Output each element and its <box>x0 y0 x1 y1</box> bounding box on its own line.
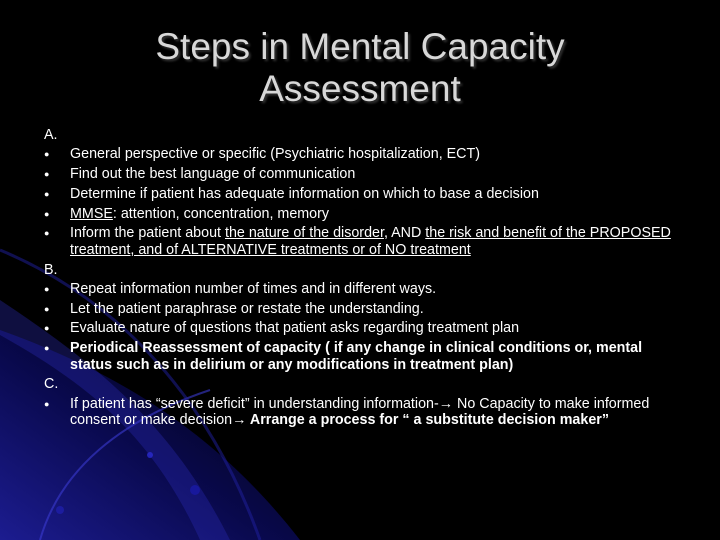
section-c-list <box>44 396 680 429</box>
list-item <box>44 301 680 317</box>
list-item <box>44 320 680 336</box>
nature-of-disorder-link[interactable]: the nature of the disorder <box>224 225 384 242</box>
bullet-icon: ● <box>44 188 50 199</box>
list-item-mmse <box>44 206 680 222</box>
reassessment-text: Periodical Reassessment of capacity ( if any change in clinical conditions or, mental status such as in delirium or any modifications in treatment plan) <box>70 340 643 373</box>
arrow-right-icon: → <box>438 395 454 412</box>
bullet-icon: ● <box>44 208 50 219</box>
section-a-list <box>44 146 680 258</box>
list-item-text: Find out the best language of communication <box>70 166 356 183</box>
mmse-text: : attention, concentration, memory <box>112 205 330 222</box>
list-item-inform <box>44 225 680 258</box>
slide-body <box>44 127 680 432</box>
inform-mid-text: , AND <box>383 225 426 242</box>
section-b-list <box>44 281 680 373</box>
list-item <box>44 146 680 162</box>
bullet-icon: ● <box>44 398 50 409</box>
bullet-icon: ● <box>44 323 50 334</box>
list-item-text: Determine if patient has adequate information on which to base a decision <box>70 185 539 202</box>
inform-lead-text: Inform the patient about <box>70 225 225 242</box>
list-item <box>44 186 680 202</box>
bullet-icon: ● <box>44 169 50 180</box>
list-item <box>44 281 680 297</box>
bullet-icon: ● <box>44 303 50 314</box>
list-item-severe-deficit <box>44 396 680 429</box>
substitute-decision-text: Arrange a process for “ a substitute decision maker” <box>246 411 609 428</box>
section-a-label: A. <box>44 127 58 143</box>
list-item-text: Repeat information number of times and in different ways. <box>70 280 437 297</box>
list-item-reassessment <box>44 340 680 373</box>
risk-benefit-link[interactable]: the risk and benefit of the PROPOSED treatment, and of ALTERNATIVE treatments or of NO treatment <box>70 225 671 258</box>
arrow-right-icon: → <box>232 411 247 428</box>
section-b-label: B. <box>44 261 58 278</box>
bullet-icon: ● <box>44 228 50 239</box>
severe-deficit-text: If patient has “severe deficit” in understanding information- <box>70 395 439 412</box>
list-item-text: Let the patient paraphrase or restate the understanding. <box>70 300 424 317</box>
slide-title: Steps in Mental Capacity Assessment <box>155 26 565 109</box>
list-item <box>44 166 680 182</box>
list-item-text: Evaluate nature of questions that patient asks regarding treatment plan <box>70 320 520 337</box>
mmse-link[interactable]: MMSE <box>70 205 113 222</box>
no-capacity-text: No Capacity to make informed consent or make decision <box>70 395 650 428</box>
list-item-text: General perspective or specific (Psychiatric hospitalization, ECT) <box>70 146 481 163</box>
bullet-icon: ● <box>44 343 50 354</box>
bullet-icon: ● <box>44 283 50 294</box>
section-c-label: C. <box>44 376 59 393</box>
bullet-icon: ● <box>44 149 50 160</box>
